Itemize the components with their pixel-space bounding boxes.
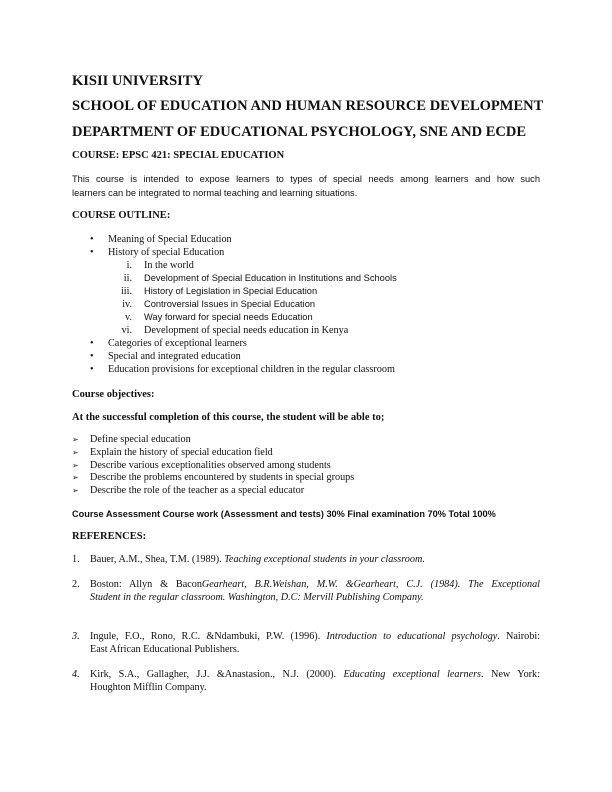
arrow-bullet-icon: ➢: [72, 473, 79, 483]
bullet-icon: •: [90, 338, 94, 349]
reference-item: 2. Boston: Allyn & BaconGearheart, B.R.Weishan, M.W. &Gearheart, C.J. (1984). The Exceptional Student in the regular classroom. Washington, D.C: Mervill Publishing Company.: [72, 579, 540, 604]
reference-item: 1. Bauer, A.M., Shea, T.M. (1989). Teaching exceptional students in your classroom.: [72, 554, 425, 565]
reference-item: 4. Kirk, S.A., Gallagher, J.J. &Anastasion., N.J. (2000). Educating exceptional learners. New York: Houghton Mifflin Company.: [72, 669, 540, 694]
objective-item: ➢ Describe the role of the teacher as a special educator: [72, 485, 305, 497]
outline-item: vi. Development of special needs education in Kenya: [121, 325, 349, 336]
bullet-icon: •: [90, 351, 94, 362]
objective-item: ➢ Describe various exceptionalities observed among students: [72, 459, 331, 471]
arrow-bullet-icon: ➢: [72, 460, 79, 470]
outline-item: iii. History of Legislation in Special Education: [120, 286, 318, 297]
outline-item: i. In the world: [126, 260, 194, 271]
outline-item: • Meaning of Special Education: [90, 234, 232, 245]
course-title: COURSE: EPSC 421: SPECIAL EDUCATION: [72, 150, 285, 161]
bullet-icon: •: [90, 234, 94, 245]
objective-item: ➢ Define special education: [72, 434, 191, 445]
course-outline-heading: COURSE OUTLINE:: [72, 210, 171, 221]
intro-line: learners can be integrated to normal teaching and learning situations.: [72, 188, 358, 198]
references-heading: REFERENCES:: [72, 531, 147, 542]
objective-item: ➢ Describe the problems encountered by students in special groups: [72, 472, 355, 484]
outline-item: • History of special Education: [90, 247, 225, 258]
objectives-heading: Course objectives:: [72, 389, 155, 400]
outline-item: iv. Controversial Issues in Special Education: [122, 299, 316, 310]
arrow-bullet-icon: ➢: [72, 447, 79, 457]
arrow-bullet-icon: ➢: [72, 486, 79, 496]
objective-item: ➢ Explain the history of special education field: [72, 446, 273, 458]
outline-item: v. Way forward for special needs Education: [125, 312, 313, 323]
outline-item: • Categories of exceptional learners: [90, 338, 247, 349]
outline-item: ii. Development of Special Education in Institutions and Schools: [123, 273, 397, 284]
objectives-lead: At the successful completion of this course, the student will be able to;: [72, 412, 385, 423]
school-title: SCHOOL OF EDUCATION AND HUMAN RESOURCE DEVELOPMENT: [72, 98, 544, 114]
arrow-bullet-icon: ➢: [72, 435, 79, 444]
reference-item: 3. Ingule, F.O., Rono, R.C. &Ndambuki, P.W. (1996). Introduction to educational psychology. Nairobi: East African Educational Publishers.: [72, 631, 540, 656]
university-title: KISII UNIVERSITY: [72, 73, 203, 89]
outline-item: • Education provisions for exceptional children in the regular classroom: [90, 364, 395, 375]
outline-item: • Special and integrated education: [90, 351, 241, 362]
intro-line: This course is intended to expose learners to types of special needs among learners and how such: [72, 174, 540, 184]
course-assessment: Course Assessment Course work (Assessment and tests) 30% Final examination 70% Total 100%: [72, 509, 496, 519]
bullet-icon: •: [90, 364, 94, 375]
bullet-icon: •: [90, 247, 94, 258]
department-title: DEPARTMENT OF EDUCATIONAL PSYCHOLOGY, SNE AND ECDE: [72, 124, 527, 140]
